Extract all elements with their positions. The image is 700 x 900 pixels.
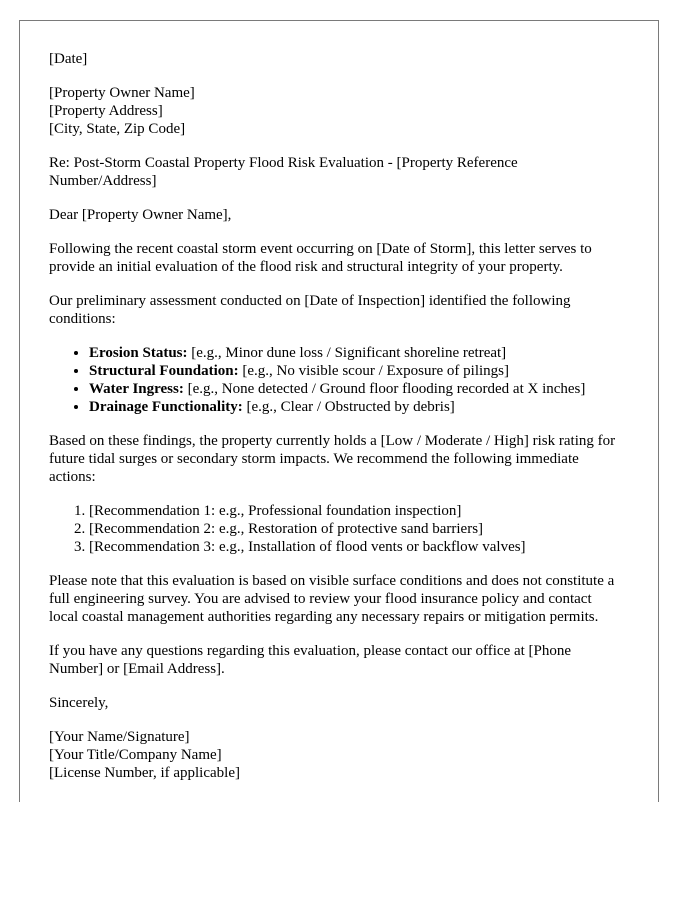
recommendation-item: 1. [Recommendation 1: e.g., Professional foundation inspection]: [89, 502, 618, 520]
closing: Sincerely,: [49, 695, 109, 711]
condition-label: Drainage Functionality:: [89, 399, 243, 415]
signature-block: [49, 728, 618, 782]
condition-item: [89, 380, 618, 398]
condition-item: [89, 362, 618, 380]
letter-date: [Date]: [49, 51, 88, 67]
findings-paragraph: Based on these findings, the property currently holds a [Low / Moderate / High] risk rating for future tidal surges or secondary storm impacts. We recommend the following immediate actions:: [49, 433, 616, 485]
condition-item: [89, 398, 618, 416]
signature-title: [Your Title/Company Name]: [49, 747, 222, 763]
note-paragraph: Please note that this evaluation is based on visible surface conditions and does not constitute a full engineering survey. You are advised to review your flood insurance policy and contact local coastal management authorities regarding any necessary repairs or mitigation permits.: [49, 573, 615, 625]
assessment-intro: Our preliminary assessment conducted on [Date of Inspection] identified the following conditions:: [49, 293, 571, 327]
contact-paragraph: If you have any questions regarding this evaluation, please contact our office at [Phone Number] or [Email Address].: [49, 643, 572, 677]
recipient-name: [Property Owner Name]: [49, 85, 195, 101]
recipient-address: [Property Address]: [49, 103, 163, 119]
subject-line: Re: Post-Storm Coastal Property Flood Risk Evaluation - [Property Reference Number/Address]: [49, 155, 518, 189]
intro-paragraph: Following the recent coastal storm event occurring on [Date of Storm], this letter serves to provide an initial evaluation of the flood risk and structural integrity of your property.: [49, 241, 592, 275]
recommendation-item: 3. [Recommendation 3: e.g., Installation of flood vents or backflow valves]: [89, 538, 618, 556]
condition-label: Water Ingress:: [89, 381, 184, 397]
letter-page: [19, 20, 659, 802]
recipient-city: [City, State, Zip Code]: [49, 121, 186, 137]
condition-label: Structural Foundation:: [89, 363, 239, 379]
conditions-list: [49, 344, 618, 416]
letter-content: [20, 21, 658, 782]
signature-name: [Your Name/Signature]: [49, 729, 190, 745]
condition-text: [e.g., Minor dune loss / Significant shoreline retreat]: [187, 345, 507, 361]
recipient-block: [49, 84, 618, 138]
recommendation-item: 2. [Recommendation 2: e.g., Restoration of protective sand barriers]: [89, 520, 618, 538]
condition-label: Erosion Status:: [89, 345, 188, 361]
condition-item: [89, 344, 618, 362]
condition-text: [e.g., None detected / Ground floor flooding recorded at X inches]: [183, 381, 586, 397]
condition-text: [e.g., Clear / Obstructed by debris]: [242, 399, 455, 415]
signature-license: [License Number, if applicable]: [49, 765, 240, 781]
recommendations-list: [49, 502, 618, 556]
condition-text: [e.g., No visible scour / Exposure of pilings]: [238, 363, 509, 379]
salutation: Dear [Property Owner Name],: [49, 207, 232, 223]
